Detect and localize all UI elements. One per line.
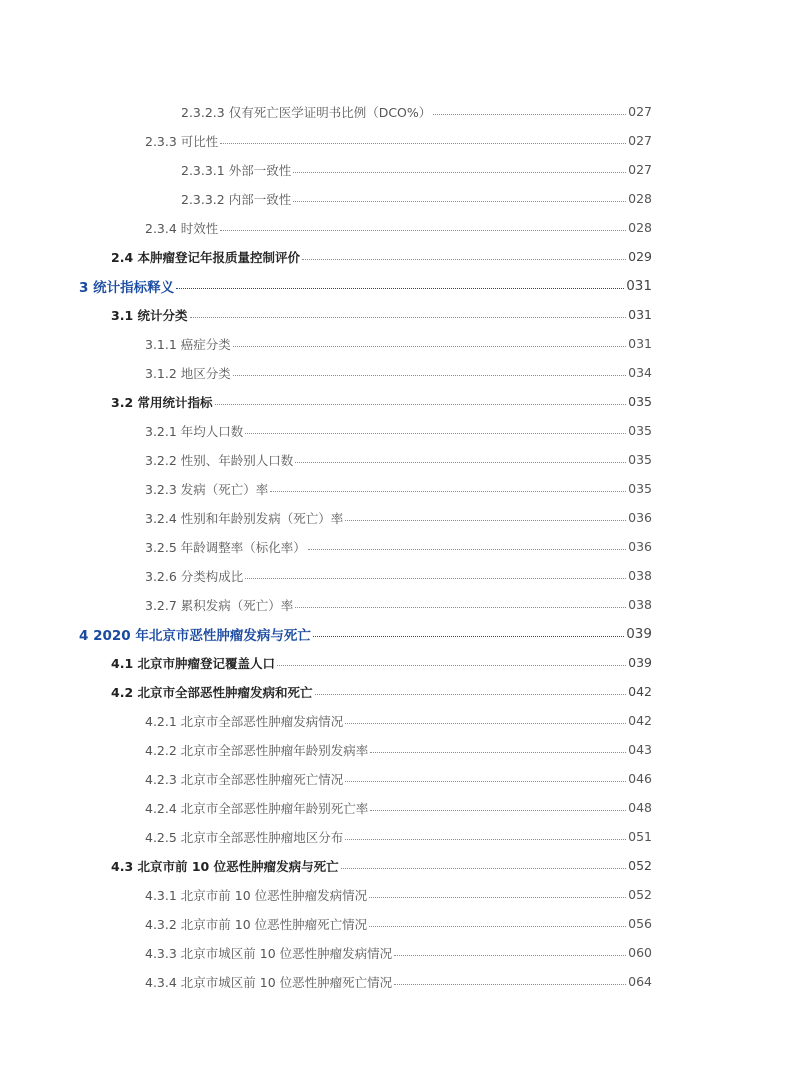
dot-leader [313, 636, 624, 637]
toc-entry-9[interactable] [0, 329, 800, 358]
toc-entry-page: 035 [628, 423, 652, 438]
toc-entry-page: 052 [628, 858, 652, 873]
toc-entry-page: 039 [628, 655, 652, 670]
toc-entry-8[interactable] [0, 300, 800, 329]
toc-entry-1[interactable] [0, 97, 800, 126]
dot-leader [220, 230, 626, 231]
dot-leader [245, 433, 626, 434]
toc-entry-title: 3.2 常用统计指标 [111, 394, 213, 410]
toc-entry-24[interactable] [0, 764, 800, 793]
toc-entry-page: 027 [628, 104, 652, 119]
toc-entry-title: 2.3.3.2 内部一致性 [181, 191, 292, 207]
toc-entry-page: 039 [626, 625, 652, 642]
toc-entry-title: 4.2.3 北京市全部恶性肿瘤死亡情况 [145, 771, 344, 787]
dot-leader [369, 897, 626, 898]
toc-entry-16[interactable] [0, 532, 800, 561]
toc-entry-13[interactable] [0, 445, 800, 474]
dot-leader [345, 520, 626, 521]
dot-leader [245, 578, 626, 579]
toc-entry-title: 2.3.2.3 仅有死亡医学证明书比例（DCO%） [181, 104, 432, 120]
dot-leader [220, 143, 626, 144]
toc-entry-22[interactable] [0, 706, 800, 735]
toc-entry-title: 4.3 北京市前 10 位恶性肿瘤发病与死亡 [111, 858, 339, 874]
toc-entry-title: 2.3.4 时效性 [145, 220, 219, 236]
toc-entry-10[interactable] [0, 358, 800, 387]
toc-entry-title: 3.1 统计分类 [111, 307, 188, 323]
toc-entry-page: 036 [628, 510, 652, 525]
dot-leader [394, 984, 626, 985]
toc-entry-page: 042 [628, 684, 652, 699]
toc-entry-page: 027 [628, 133, 652, 148]
toc-entry-23[interactable] [0, 735, 800, 764]
toc-entry-26[interactable] [0, 822, 800, 851]
toc-entry-page: 038 [628, 568, 652, 583]
toc-entry-title: 2.4 本肿瘤登记年报质量控制评价 [111, 249, 300, 265]
toc-entry-page: 034 [628, 365, 652, 380]
toc-entry-title: 4.3.4 北京市城区前 10 位恶性肿瘤死亡情况 [145, 974, 393, 990]
toc-entry-12[interactable] [0, 416, 800, 445]
toc-entry-page: 056 [628, 916, 652, 931]
toc-entry-page: 060 [628, 945, 652, 960]
toc-entry-17[interactable] [0, 561, 800, 590]
dot-leader [293, 172, 626, 173]
toc-entry-7[interactable] [0, 271, 800, 300]
table-of-contents [0, 97, 800, 996]
toc-entry-21[interactable] [0, 677, 800, 706]
toc-entry-page: 028 [628, 191, 652, 206]
toc-entry-page: 043 [628, 742, 652, 757]
dot-leader [277, 665, 626, 666]
toc-entry-page: 035 [628, 452, 652, 467]
toc-entry-28[interactable] [0, 880, 800, 909]
toc-entry-title: 3.1.2 地区分类 [145, 365, 231, 381]
toc-entry-title: 4.3.1 北京市前 10 位恶性肿瘤发病情况 [145, 887, 368, 903]
dot-leader [341, 868, 627, 869]
dot-leader [293, 201, 626, 202]
toc-entry-31[interactable] [0, 967, 800, 996]
toc-entry-title: 4.2.1 北京市全部恶性肿瘤发病情况 [145, 713, 344, 729]
toc-entry-title: 4.2 北京市全部恶性肿瘤发病和死亡 [111, 684, 313, 700]
dot-leader [369, 926, 626, 927]
toc-entry-27[interactable] [0, 851, 800, 880]
toc-entry-14[interactable] [0, 474, 800, 503]
toc-entry-30[interactable] [0, 938, 800, 967]
toc-entry-page: 035 [628, 481, 652, 496]
toc-entry-title: 4.2.2 北京市全部恶性肿瘤年龄别发病率 [145, 742, 369, 758]
toc-entry-page: 042 [628, 713, 652, 728]
dot-leader [295, 607, 626, 608]
dot-leader [295, 462, 626, 463]
toc-entry-page: 052 [628, 887, 652, 902]
toc-entry-6[interactable] [0, 242, 800, 271]
dot-leader [345, 781, 626, 782]
dot-leader [270, 491, 626, 492]
dot-leader [345, 839, 626, 840]
toc-entry-page: 051 [628, 829, 652, 844]
toc-entry-20[interactable] [0, 648, 800, 677]
toc-entry-2[interactable] [0, 126, 800, 155]
toc-entry-title: 2.3.3 可比性 [145, 133, 219, 149]
dot-leader [433, 114, 626, 115]
dot-leader [315, 694, 627, 695]
toc-entry-page: 027 [628, 162, 652, 177]
toc-entry-page: 028 [628, 220, 652, 235]
toc-entry-page: 035 [628, 394, 652, 409]
toc-entry-11[interactable] [0, 387, 800, 416]
dot-leader [176, 288, 624, 289]
toc-entry-25[interactable] [0, 793, 800, 822]
toc-entry-title: 4.2.4 北京市全部恶性肿瘤年龄别死亡率 [145, 800, 369, 816]
dot-leader [233, 375, 626, 376]
dot-leader [233, 346, 626, 347]
toc-entry-29[interactable] [0, 909, 800, 938]
toc-entry-title: 4.1 北京市肿瘤登记覆盖人口 [111, 655, 275, 671]
toc-entry-page: 046 [628, 771, 652, 786]
toc-entry-page: 031 [626, 277, 652, 294]
toc-entry-page: 036 [628, 539, 652, 554]
dot-leader [394, 955, 626, 956]
toc-entry-19[interactable] [0, 619, 800, 648]
toc-entry-title: 4.2.5 北京市全部恶性肿瘤地区分布 [145, 829, 344, 845]
toc-entry-page: 038 [628, 597, 652, 612]
toc-entry-title: 2.3.3.1 外部一致性 [181, 162, 292, 178]
toc-entry-title: 3.1.1 癌症分类 [145, 336, 231, 352]
dot-leader [370, 810, 626, 811]
toc-entry-page: 031 [628, 336, 652, 351]
toc-entry-page: 031 [628, 307, 652, 322]
toc-entry-title: 3 统计指标释义 [79, 279, 175, 296]
toc-entry-title: 3.2.6 分类构成比 [145, 568, 244, 584]
dot-leader [302, 259, 626, 260]
dot-leader [370, 752, 626, 753]
toc-entry-3[interactable] [0, 155, 800, 184]
dot-leader [215, 404, 627, 405]
toc-entry-page: 029 [628, 249, 652, 264]
toc-entry-title: 3.2.1 年均人口数 [145, 423, 244, 439]
dot-leader [345, 723, 626, 724]
toc-entry-page: 064 [628, 974, 652, 989]
toc-entry-title: 4.3.2 北京市前 10 位恶性肿瘤死亡情况 [145, 916, 368, 932]
dot-leader [308, 549, 626, 550]
toc-entry-18[interactable] [0, 590, 800, 619]
toc-entry-title: 4.3.3 北京市城区前 10 位恶性肿瘤发病情况 [145, 945, 393, 961]
toc-entry-title: 3.2.2 性别、年龄别人口数 [145, 452, 294, 468]
toc-entry-15[interactable] [0, 503, 800, 532]
toc-entry-5[interactable] [0, 213, 800, 242]
toc-entry-4[interactable] [0, 184, 800, 213]
toc-entry-page: 048 [628, 800, 652, 815]
toc-entry-title: 3.2.5 年龄调整率（标化率） [145, 539, 306, 555]
toc-entry-title: 3.2.4 性别和年龄别发病（死亡）率 [145, 510, 344, 526]
toc-entry-title: 3.2.7 累积发病（死亡）率 [145, 597, 294, 613]
dot-leader [190, 317, 627, 318]
toc-entry-title: 4 2020 年北京市恶性肿瘤发病与死亡 [79, 627, 311, 644]
toc-entry-title: 3.2.3 发病（死亡）率 [145, 481, 269, 497]
